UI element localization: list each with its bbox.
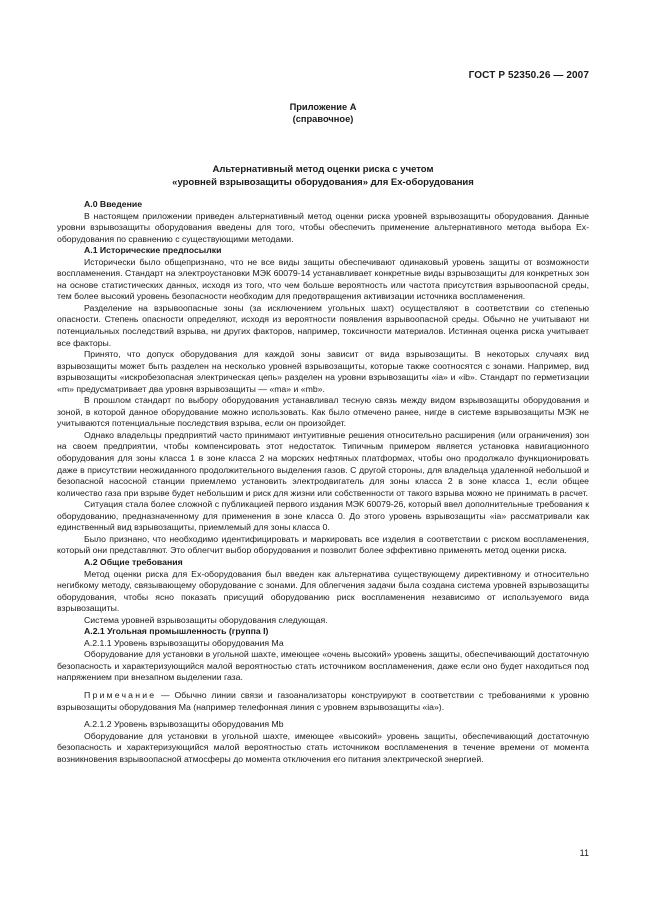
page-number: 11 [579,848,589,858]
section-heading-a0: А.0 Введение [84,199,143,209]
paragraph: Метод оценки риска для Ex-оборудования был введен как альтернатива существующему директивному и относительно негибкому методу, связывающему оборудование с зонами. Для облегчения задачи была создана система уровней взрывозащиты оборудования, чтобы ясно показать присущий оборудованию риск воспламенения независимо от используемого вида взрывозащиты. [57,568,589,614]
appendix-type: (справочное) [292,114,354,124]
section-heading-a21: А.2.1 Угольная промышленность (группа I) [84,626,269,637]
note-text: Обычно линии связи и газоанализаторы конструируют в соответствии с требованиями к уровню взрывозащиты оборудования Ма (например телефонная линия с уровнем взрывозащиты «ia»). [57,689,589,712]
paragraph: Ситуация стала более сложной с публикацией первого издания МЭК 60079-26, который ввел дополнительные требования к оборудованию, предназначенному для применения в зоне класса 0. До этого уровень взрывозащиты «ia» рассматривали как единственный вид взрывозащиты, приемлемый для зоны класса 0. [57,499,589,533]
appendix-heading [0,101,646,125]
note [57,690,589,713]
subsection-heading-a212: А.2.1.2 Уровень взрывозащиты оборудования Mb [84,719,284,730]
paragraph: В настоящем приложении приведен альтернативный метод оценки риска уровней взрывозащиты оборудования. Данные уровни взрывозащиты оборудования введены для того, чтобы обеспечить применение альтернативного метода выбора Ex-оборудования по сравнению с существующими методами. [57,210,589,244]
body-text [57,199,589,765]
paragraph: Система уровней взрывозащиты оборудования следующая. [84,614,328,625]
paragraph: Оборудование для установки в угольной шахте, имеющее «высокий» уровень защиты, обеспечивающий достаточную безопасность и характеризующийся малой вероятностью стать источником воспламенения в течение времени от момента возникновения взрывоопасной атмосферы до момента отключения его питания электрической энергией. [57,730,589,764]
paragraph: Принято, что допуск оборудования для каждой зоны зависит от вида взрывозащиты. В некоторых случаях вид взрывозащиты может быть разделен на несколько уровней взрывозащиты, которые также соотносятся с зонами. Например, вид взрывозащиты «искробезопасная электрическая цепь» разделен на уровни взрывозащиты «ia» и «ib». Стандарт по герметизации «m» предусматривает два уровня взрывозащиты — «ma» и «mb». [57,349,589,394]
appendix-label: Приложение А [289,102,357,112]
section-heading-a2: А.2 Общие требования [84,556,183,567]
paragraph: В прошлом стандарт по выбору оборудования устанавливал тесную связь между видом взрывозащиты оборудования и зоной, в которой данное оборудование можно использовать. Как было отмечено ранее, нигде в системе взрывозащиты МЭК не учитываются потенциальные последствия взрыва, если он произойдет. [57,395,589,429]
title-line-2: «уровней взрывозащиты оборудования» для Ex-оборудования [172,177,474,188]
subsection-heading-a211: А.2.1.1 Уровень взрывозащиты оборудования Ма [84,637,284,648]
paragraph: Было признано, что необходимо идентифицировать и маркировать все изделия в соответствии с риском воспламенения, который они представляют. Это облегчит выбор оборудования и позволит более эффективно применять метод оценки риска. [57,533,589,556]
note-dash: — [156,689,175,700]
paragraph: Оборудование для установки в угольной шахте, имеющее «очень высокий» уровень защиты, обеспечивающий достаточную безопасность и характеризующийся малой вероятностью стать источником воспламенения, даже если оно будет находиться под напряжением при внезапном выделении газа. [57,649,589,683]
section-heading-a1: А.1 Исторические предпосылки [84,245,222,256]
paragraph: Исторически было общепризнано, что не все виды защиты обеспечивают одинаковый уровень защиты от возможности воспламенения. Стандарт на электроустановки МЭК 60079-14 устанавливает конкретные виды взрывозащиты для конкретных зон на основе статистических данных, исходя из того, что чем больше вероятность или частота присутствия взрывоопасной среды, тем более высокий уровень безопасности необходим для предотвращения активизации источника воспламенения. [57,256,589,302]
appendix-title [0,163,646,189]
paragraph: Разделение на взрывоопасные зоны (за исключением угольных шахт) осуществляют в соответствии со степенью опасности. Степень опасности определяют, исходя из вероятности появления взрывоопасной среды. Обычно не учитывают ни потенциальных последствий взрыва, ни других факторов, например, токсичности материалов. Истинная оценка риска учитывает все факторы. [57,302,589,348]
document-id: ГОСТ Р 52350.26 — 2007 [468,70,589,81]
note-label: Примечание [84,689,157,700]
paragraph: Однако владельцы предприятий часто принимают интуитивные решения относительно расширения (или ограничения) зон на своем предприятии, чтобы компенсировать этот недостаток. Типичным примером является установка навигационного оборудования для зоны класса 1 в зоне класса 2 на морских нефтяных платформах, чтобы оно продолжало функционировать даже в присутствии неожиданного продолжительного выделения газов. С другой стороны, для владельца удаленной небольшой и безопасной насосной станции приемлемо установить электродвигатель для зоны класса 2 в зоне класса 1, если общее количество газа при взрыве будет небольшим и риск для жизни или собственности от такого взрыва можно не принимать в расчет. [57,429,589,498]
title-line-1: Альтернативный метод оценки риска с учетом [212,164,434,175]
